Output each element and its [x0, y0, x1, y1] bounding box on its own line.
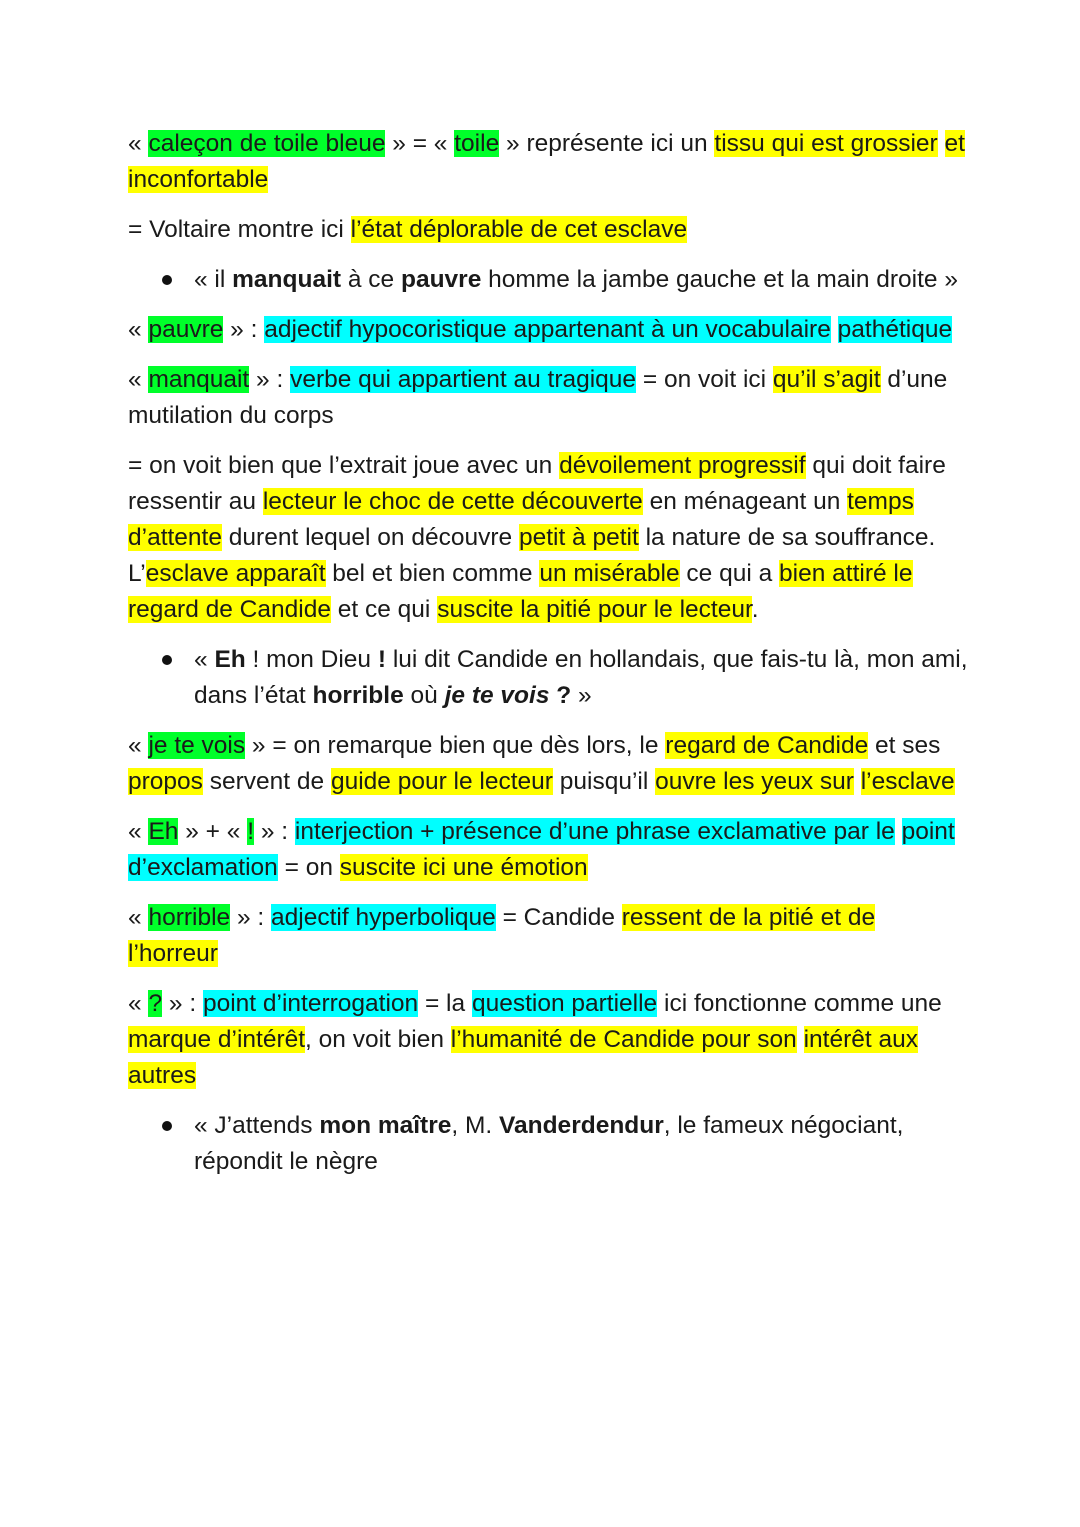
text: durent lequel on découvre — [222, 524, 519, 551]
bold-word: Eh — [214, 646, 246, 673]
bold-word: manquait — [232, 266, 342, 293]
text: qui doit faire ressentir au — [128, 452, 946, 515]
bullet-quote-manquait — [128, 262, 968, 298]
highlight-analysis: guide pour le lecteur — [330, 768, 553, 795]
highlight-quote: horrible — [148, 904, 231, 931]
bold-italic-word: je te vois — [444, 682, 550, 709]
text: , M. — [451, 1112, 500, 1139]
paragraph-voltaire — [128, 212, 968, 248]
highlight-analysis: suscite ici une émotion — [339, 854, 588, 881]
text: » = « — [385, 130, 455, 157]
highlight-device: point d’interrogation — [202, 990, 419, 1017]
highlight-quote: pauvre — [148, 316, 224, 343]
paragraph-interrogation — [128, 986, 968, 1094]
bold-word: pauvre — [400, 266, 482, 293]
highlight-analysis: esclave apparaît — [145, 560, 326, 587]
text: » = on remarque bien que dès lors, le — [245, 732, 666, 759]
text: d’une mutilation du corps — [128, 366, 948, 429]
text: « il — [194, 266, 233, 293]
highlight-quote: ! — [247, 818, 255, 845]
bold-word: ! — [377, 646, 387, 673]
text — [797, 1026, 804, 1053]
text: = on voit ici — [636, 366, 773, 393]
paragraph-toile — [128, 126, 968, 198]
highlight-analysis: tissu qui est grossier — [714, 130, 938, 157]
highlight-device: point d’exclamation — [128, 818, 955, 881]
bold-word: Vanderdendur — [499, 1112, 664, 1139]
highlight-quote: caleçon de toile bleue — [148, 130, 386, 157]
text: » — [571, 682, 592, 709]
highlight-device: question partielle — [471, 990, 658, 1017]
text: » + « — [178, 818, 248, 845]
text: = on — [277, 854, 340, 881]
bullet-icon — [162, 655, 172, 665]
highlight-analysis: l’esclave — [860, 768, 955, 795]
highlight-analysis: un misérable — [539, 560, 680, 587]
highlight-analysis: et inconfortable — [128, 130, 965, 193]
text: « — [194, 646, 215, 673]
bullet-quote-eh — [128, 642, 968, 714]
text: « — [128, 732, 149, 759]
text: homme la jambe gauche et la main droite » — [481, 266, 958, 293]
text — [831, 316, 838, 343]
highlight-analysis: lecteur le choc de cette découverte — [262, 488, 643, 515]
text: ici fonctionne comme une — [657, 990, 942, 1017]
text: = Voltaire montre ici — [128, 216, 351, 243]
bullet-quote-maitre — [128, 1108, 968, 1180]
highlight-analysis: intérêt aux autres — [128, 1026, 918, 1089]
text: bel et bien comme — [325, 560, 540, 587]
highlight-analysis: bien attiré le regard de Candide — [128, 560, 913, 623]
highlight-device: verbe qui appartient au tragique — [290, 366, 637, 393]
highlight-quote: Eh — [148, 818, 179, 845]
bullet-icon — [162, 1121, 172, 1131]
highlight-device: pathétique — [837, 316, 953, 343]
text: « — [128, 316, 149, 343]
highlight-analysis: ressent de la pitié et de — [621, 904, 876, 931]
highlight-analysis: marque d’intérêt — [128, 1026, 306, 1053]
text: « — [128, 904, 149, 931]
text: , le fameux négociant, répondit le nègre — [194, 1112, 904, 1175]
highlight-analysis: dévoilement progressif — [559, 452, 806, 479]
paragraph-je-te-vois — [128, 728, 968, 800]
text — [938, 130, 945, 157]
text: = la — [418, 990, 472, 1017]
highlight-analysis: suscite la pitié pour le lecteur — [437, 596, 752, 623]
highlight-analysis: temps d’attente — [128, 488, 914, 551]
text: en ménageant un — [642, 488, 848, 515]
text: lui dit Candide en hollandais, que fais-tu là, mon ami, dans l’état — [194, 646, 968, 709]
text: « J’attends — [194, 1112, 320, 1139]
text: à ce — [341, 266, 401, 293]
paragraph-manquait — [128, 362, 968, 434]
bold-word: mon maître — [319, 1112, 452, 1139]
text: et ce qui — [330, 596, 438, 623]
text: » : — [223, 316, 265, 343]
highlight-quote: ? — [148, 990, 163, 1017]
text: = on voit bien que l’extrait joue avec un — [128, 452, 560, 479]
text: » : — [230, 904, 272, 931]
text: puisqu’il — [552, 768, 656, 795]
bold-word: ? — [556, 682, 572, 709]
text: « — [128, 990, 149, 1017]
highlight-quote: je te vois — [148, 732, 246, 759]
highlight-analysis: regard de Candide — [665, 732, 869, 759]
text: servent de — [202, 768, 331, 795]
text: ce qui a — [679, 560, 780, 587]
highlight-quote: toile — [454, 130, 500, 157]
text: » : — [162, 990, 203, 1017]
text: « — [128, 366, 149, 393]
text — [854, 768, 861, 795]
highlight-device: adjectif hypocoristique appartenant à un vocabulaire — [264, 316, 831, 343]
text: . — [751, 596, 759, 623]
text: et ses — [868, 732, 941, 759]
text: » : — [249, 366, 291, 393]
paragraph-pauvre — [128, 312, 968, 348]
highlight-analysis: ouvre les yeux sur — [655, 768, 854, 795]
highlight-device: interjection + présence d’une phrase exclamative par le — [294, 818, 895, 845]
highlight-analysis: propos — [128, 768, 203, 795]
highlight-analysis: l’état déplorable de cet esclave — [350, 216, 688, 243]
bold-word: horrible — [312, 682, 404, 709]
highlight-analysis: qu’il s’agit — [772, 366, 881, 393]
text — [895, 818, 902, 845]
highlight-analysis: petit à petit — [518, 524, 639, 551]
highlight-quote: manquait — [148, 366, 250, 393]
text: ! mon Dieu — [245, 646, 378, 673]
highlight-device: adjectif hyperbolique — [271, 904, 496, 931]
text: » représente ici un — [499, 130, 715, 157]
highlight-analysis: l’humanité de Candide pour son — [450, 1026, 797, 1053]
text: , on voit bien — [305, 1026, 451, 1053]
bullet-icon — [162, 275, 172, 285]
text: » : — [254, 818, 295, 845]
text: « — [128, 818, 149, 845]
highlight-analysis: l’horreur — [128, 940, 218, 967]
paragraph-horrible — [128, 900, 968, 972]
text: = Candide — [495, 904, 622, 931]
text: « — [128, 130, 149, 157]
text: où — [403, 682, 445, 709]
notes-content — [128, 126, 968, 1194]
paragraph-eh — [128, 814, 968, 886]
text: la nature de sa souffrance. L’ — [128, 524, 936, 587]
paragraph-devoilement — [128, 448, 968, 628]
